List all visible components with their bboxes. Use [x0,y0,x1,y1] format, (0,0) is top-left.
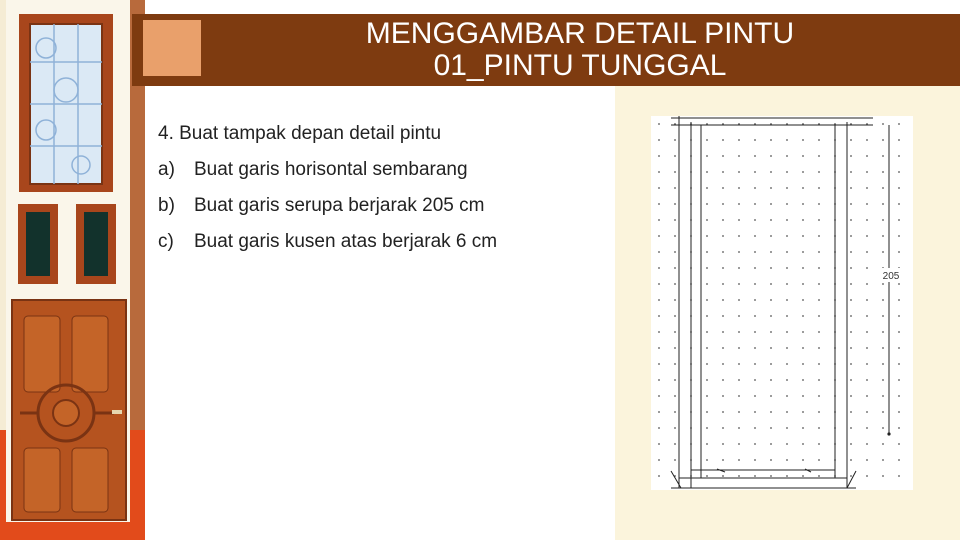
dimension-end-marker [887,432,890,435]
list-item-text: Buat garis kusen atas berjarak 6 cm [194,231,498,252]
small-window-right-glass [84,212,108,276]
cad-grid-dots [651,116,913,490]
door-ornament-center [53,400,79,426]
door-panel-bottom-right [72,448,108,512]
door-panel-bottom-left [24,448,60,512]
step-heading: 4. Buat tampak depan detail pintu [158,123,442,144]
title-accent-square [143,20,201,76]
title-line-2: 01_PINTU TUNGGAL [433,49,727,82]
door-photos-panel [6,0,130,522]
list-item [158,188,598,224]
dimension-label: 205 [882,271,900,282]
door-panel-top-right [72,316,108,392]
list-item-label: c) [158,231,174,252]
instruction-list [158,116,598,260]
door-panel-top-left [24,316,60,392]
door-photos-illustration [6,0,130,522]
door-elevation-drawing [651,116,913,490]
cad-drawing [651,116,913,490]
door-handle [112,410,122,414]
list-item-label: b) [158,195,175,216]
list-item-text: Buat garis serupa berjarak 205 cm [194,195,485,216]
list-item-text: Buat garis horisontal sembarang [194,159,468,180]
list-item-label: a) [158,159,175,180]
title-line-1: MENGGAMBAR DETAIL PINTU [365,17,795,50]
list-item [158,224,598,260]
slide-title [210,14,950,86]
list-item [158,152,598,188]
small-window-left-glass [26,212,50,276]
